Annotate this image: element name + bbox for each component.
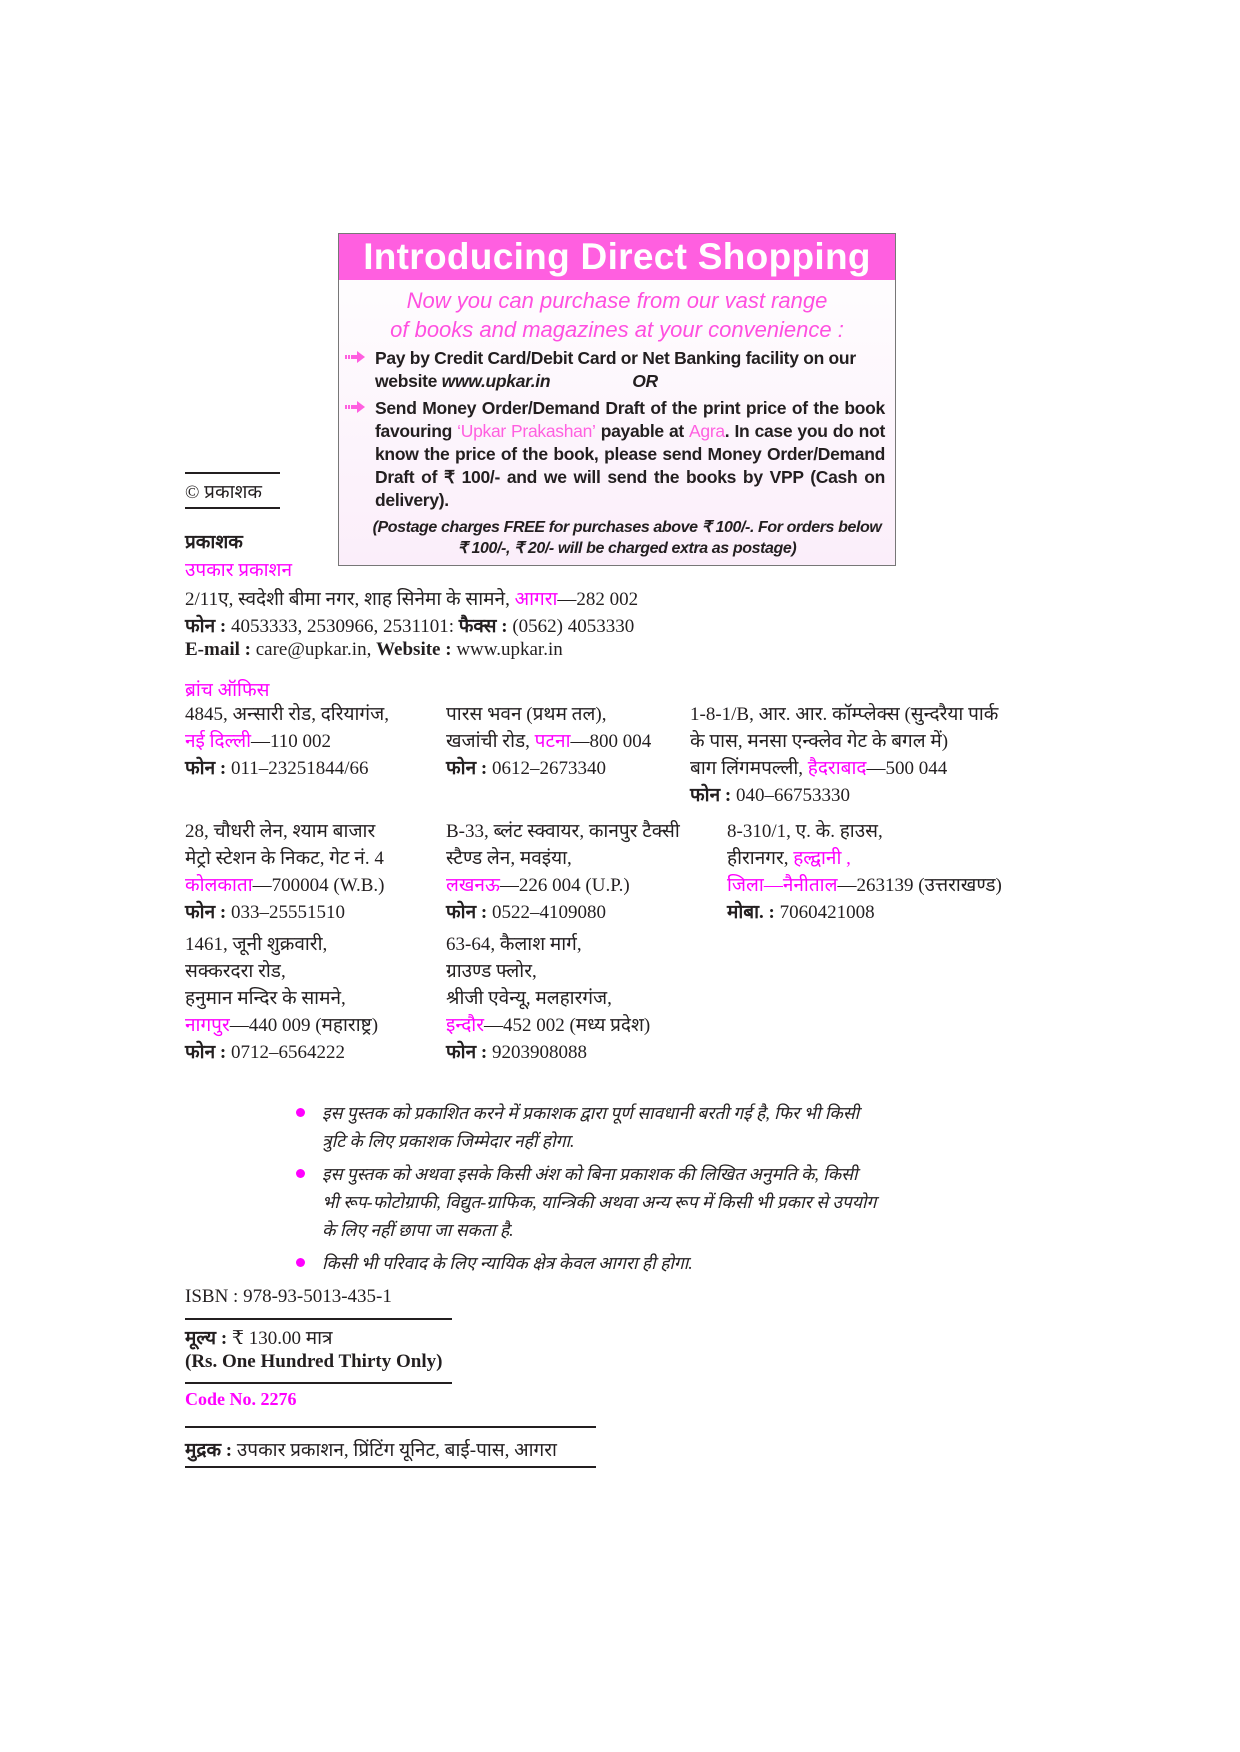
code-number: Code No. 2276 bbox=[185, 1389, 297, 1409]
website-link[interactable]: www.upkar.in bbox=[441, 371, 551, 391]
divider bbox=[185, 507, 280, 509]
branch-delhi: 4845, अन्सारी रोड, दरियागंज, नई दिल्ली—110 002 फोन : 011–23251844/66 bbox=[185, 704, 389, 779]
divider bbox=[185, 1318, 452, 1320]
divider bbox=[185, 1466, 596, 1468]
postage-note: (Postage charges FREE for purchases above ₹ 100/-. For orders below ₹ 100/-, ₹ 20/- will be charged extra as postage) bbox=[372, 519, 882, 557]
disclaimer-item: इस पुस्तक को प्रकाशित करने में प्रकाशक द्वारा पूर्ण सावधानी बरती गई है, फिर भी किसी त्रुटि के लिए प्रकाशक जिम्मेदार नहीं होगा. bbox=[322, 1103, 860, 1151]
website-link[interactable]: www.upkar.in bbox=[451, 639, 563, 660]
branch-haldwani: 8-310/1, ए. के. हाउस, हीरानगर, हल्द्वानी , जिला—नैनीताल—263139 (उत्तराखण्ड) मोबा. : 7060421008 bbox=[727, 821, 1002, 923]
price: मूल्य : ₹ 130.00 मात्र bbox=[185, 1328, 333, 1349]
branch-indore: 63-64, कैलाश मार्ग, ग्राउण्ड फ्लोर, श्रीजी एवेन्यू, मलहारगंज, इन्दौर—452 002 (मध्य प्रदेश) फोन : 9203908088 bbox=[446, 934, 651, 1063]
publisher-phone: फोन : 4053333, 2530966, 2531101: फैक्स : (0562) 4053330 bbox=[185, 616, 635, 637]
promo-title: Introducing Direct Shopping bbox=[339, 234, 895, 280]
branch-nagpur: 1461, जूनी शुक्रवारी, सक्करदरा रोड, हनुमान मन्दिर के सामने, नागपुर—440 009 (महाराष्ट्र) फोन : 0712–6564222 bbox=[185, 934, 379, 1063]
publisher-name: उपकार प्रकाशन bbox=[185, 560, 293, 581]
copyright: © प्रकाशक bbox=[185, 482, 263, 503]
arrow-right-icon bbox=[345, 401, 365, 413]
branch-patna: पारस भवन (प्रथम तल), खजांची रोड, पटना—800 004 फोन : 0612–2673340 bbox=[446, 704, 652, 779]
disclaimer-item: किसी भी परिवाद के लिए न्यायिक क्षेत्र केवल आगरा ही होगा. bbox=[322, 1253, 693, 1273]
branch-heading: ब्रांच ऑफिस bbox=[185, 680, 270, 701]
divider bbox=[185, 1382, 452, 1384]
arrow-right-icon bbox=[345, 351, 365, 363]
bullet-icon bbox=[296, 1169, 305, 1178]
publisher-address: 2/11ए, स्वदेशी बीमा नगर, शाह सिनेमा के सामने, आगरा—282 002 bbox=[185, 589, 639, 610]
publisher-contact: E-mail : care@upkar.in, Website : www.upkar.in bbox=[185, 639, 563, 660]
printer: मुद्रक : उपकार प्रकाशन, प्रिंटिंग यूनिट, बाई-पास, आगरा bbox=[185, 1440, 557, 1461]
bullet-icon bbox=[296, 1258, 305, 1267]
email-link[interactable]: care@upkar.in, bbox=[250, 639, 377, 660]
promo-item-money-order: Send Money Order/Demand Draft of the print price of the book favouring ‘Upkar Prakashan’ payable at Agra. In case you do not know the price of the book, please send Money Order/Demand Draft of ₹ 100/- and we will send the books by VPP (Cash on delivery). bbox=[375, 397, 885, 512]
promo-tagline-2: of books and magazines at your convenience : bbox=[390, 317, 844, 342]
divider bbox=[185, 472, 280, 474]
disclaimer-item: इस पुस्तक को अथवा इसके किसी अंश को बिना प्रकाशक की लिखित अनुमति के, किसी भी रूप-फोटोग्राफी, विद्युत-ग्राफिक, यान्त्रिकी अथवा अन्य रूप में किसी भी प्रकार से उपयोग के लिए नहीं छापा जा सकता है. bbox=[322, 1164, 877, 1240]
promo-tagline-1: Now you can purchase from our vast range bbox=[406, 288, 828, 313]
branch-lucknow: B-33, ब्लंट स्क्वायर, कानपुर टैक्सी स्टैण्ड लेन, मवइंया, लखनऊ—226 004 (U.P.) फोन : 0522–4109080 bbox=[446, 821, 680, 923]
branch-hyderabad: 1-8-1/B, आर. आर. कॉम्प्लेक्स (सुन्दरैया पार्क के पास, मनसा एन्क्लेव गेट के बगल में) बाग लिंगमपल्ली, हैदराबाद—500 044 फोन : 040–66753330 bbox=[690, 704, 999, 806]
branch-kolkata: 28, चौधरी लेन, श्याम बाजार मेट्रो स्टेशन के निकट, गेट नं. 4 कोलकाता—700004 (W.B.) फोन : 033–25551510 bbox=[185, 821, 385, 923]
isbn: ISBN : 978-93-5013-435-1 bbox=[185, 1286, 392, 1307]
bullet-icon bbox=[296, 1108, 305, 1117]
price-words: (Rs. One Hundred Thirty Only) bbox=[185, 1351, 443, 1372]
publisher-label: प्रकाशक bbox=[185, 532, 243, 553]
direct-shopping-box bbox=[338, 233, 896, 566]
promo-item-card-payment: Pay by Credit Card/Debit Card or Net Banking facility on our website www.upkar.in OR bbox=[375, 347, 885, 393]
divider bbox=[185, 1426, 596, 1428]
